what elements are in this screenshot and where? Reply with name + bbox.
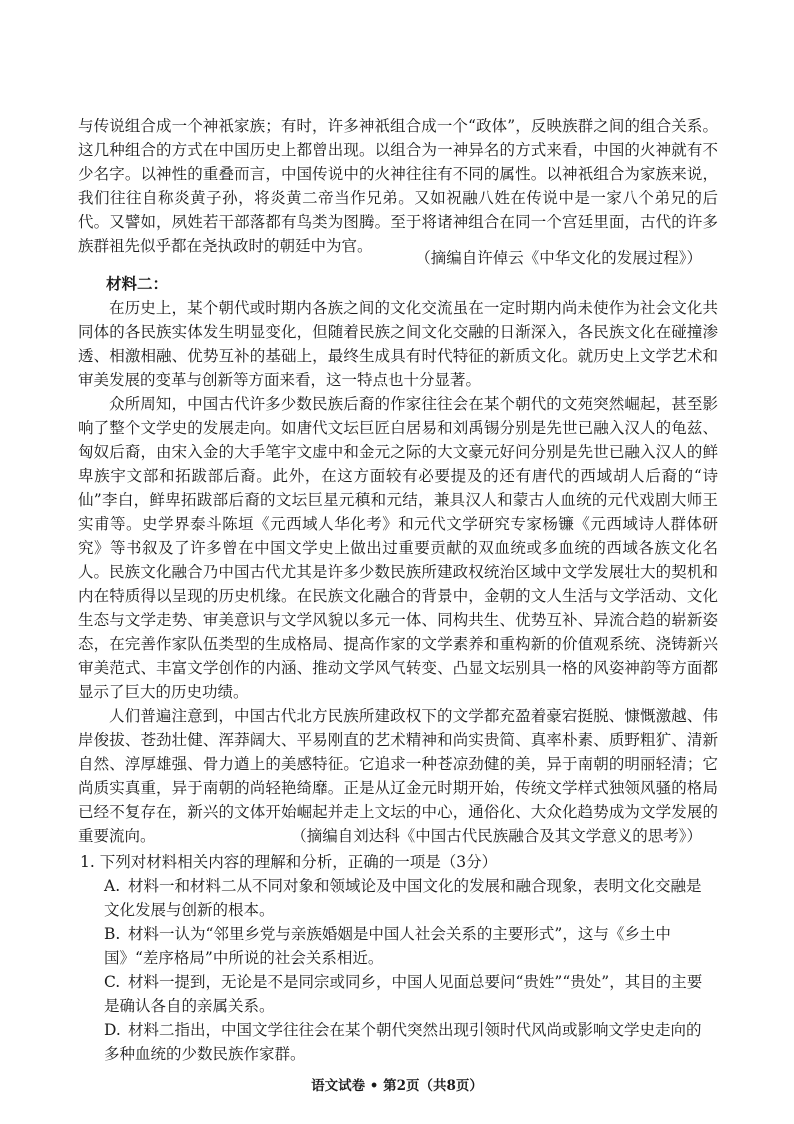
option-c[interactable] [104, 970, 716, 1018]
option-text: 材料一和材料二从不同对象和领域论及中国文化的发展和融合现象，表明文化交融是文化发展与创新的根本。 [104, 877, 702, 919]
option-letter: A. [104, 877, 121, 895]
material1-tail-paragraph: 与传说组合成一个神祇家族；有时，许多神祇组合成一个“政体”，反映族群之间的组合关系。这几种组合的方式在中国历史上都曾出现。以组合为一神异名的方式来看，中国的火神就有不少名字。以神性的重叠而言，中国传说中的火神往往有不同的属性。以神祇组合为家族来说，我们往往自称炎黄子孙，将炎黄二帝当作兄弟。又如祝融八姓在传说中是一家八个弟兄的后代。又譬如，夙姓若干部落都有鸟类为图腾。至于将诸神组合在同一个宫廷里面，古代的许多族群祖先似乎都在尧执政时的朝廷中为官。 [78, 117, 718, 255]
option-text: 材料一提到，无论是不是同宗或同乡，中国人见面总要问“贵姓”“贵处”，其目的主要是确认各自的亲属关系。 [104, 973, 703, 1015]
option-b[interactable] [104, 922, 716, 970]
option-letter: B. [104, 925, 121, 943]
material2-heading: 材料二： [106, 274, 169, 293]
option-letter: C. [104, 973, 121, 991]
material2-paragraph: 在历史上，某个朝代或时期内各族之间的文化交流虽在一定时期内尚未使作为社会文化共同体的各民族实体发生明显变化，但随着民族之间文化交融的日渐深入，各民族文化在碰撞渗透、相激相融、优势互补的基础上，最终生成具有时代特征的新质文化。就历史上文学艺术和审美发展的变革与创新等方面来看，这一特点也十分显著。 [78, 299, 718, 389]
material2-source: （摘编自刘达科《中国古代民族融合及其文学意义的思考》） [291, 827, 702, 845]
material2-paragraph: 众所周知，中国古代许多少数民族后裔的作家往往会在某个朝代的文苑突然崛起，甚至影响了整个文学史的发展走向。如唐代文坛巨匠白居易和刘禹锡分别是先世已融入汉人的龟兹、匈奴后裔，由宋入金的大手笔宇文虚中和金元之际的大文豪元好问分别是先世已融入汉人的鲜卑族宇文部和拓跋部后裔。此外，在这方面较有必要提及的还有唐代的西域胡人后裔的“诗仙”李白，鲜卑拓跋部后裔的文坛巨星元稹和元结，兼具汉人和蒙古人血统的元代戏剧大师王实甫等。史学界泰斗陈垣《元西域人华化考》和元代文学研究专家杨镰《元西域诗人群体研究》等书叙及了许多曾在中国文学史上做出过重要贡献的双血统或多血统的西域各族文化名人。 [78, 395, 718, 581]
question-stem: 1. 下列对材料相关内容的理解和分析，正确的一项是（3分） [80, 853, 498, 871]
option-letter: D. [104, 1021, 121, 1039]
option-d[interactable] [104, 1018, 716, 1066]
option-a[interactable] [104, 874, 716, 922]
material2-paragraph: 人们普遍注意到，中国古代北方民族所建政权下的文学都充盈着豪宕挺脱、慷慨激越、伟岸俊拔、苍劲壮健、浑莽阔大、平易刚直的艺术精神和尚实贵简、真率朴素、质野粗犷、清新自然、淳厚雄强、骨力遒上的美感特征。它追求一种苍凉劲健的美，异于南朝的明丽轻清；它尚质实真重，异于南朝的尚轻艳绮靡。正是从辽金元时期开始，传统文学样式独领风骚的格局已经不复存在，新兴的文体开始崛起并走上文坛的中心，通俗化、大众化趋势成为文学发展的重要流向。 [78, 707, 718, 845]
material1-source: （摘编自许倬云《中华文化的发展过程》） [415, 249, 702, 267]
material2-paragraph: 民族文化融合乃中国古代尤其是许多少数民族所建政权统治区域中文学发展壮大的契机和内在特质得以呈现的历史机缘。在民族文化融合的背景中，金朝的文人生活与文学活动、文化生态与文学走势、审美意识与文学风貌以多元一体、同构共生、优势互补、异流合趋的崭新姿态，在完善作家队伍类型的生成格局、提高作家的文学素养和重构新的价值观系统、浇铸新兴审美范式、丰富文学创作的内涵、推动文学风气转变、凸显文坛别具一格的风姿神韵等方面都显示了巨大的历史功绩。 [78, 563, 718, 701]
page-footer: 语文试卷 • 第2页（共8页） [311, 1078, 483, 1094]
option-text: 材料二指出，中国文学往往会在某个朝代突然出现引领时代风尚或影响文学史走向的多种血统的少数民族作家群。 [104, 1021, 702, 1063]
option-text: 材料一认为“邻里乡党与亲族婚姻是中国人社会关系的主要形式”，这与《乡土中国》“差序格局”中所说的社会关系相近。 [104, 925, 671, 967]
